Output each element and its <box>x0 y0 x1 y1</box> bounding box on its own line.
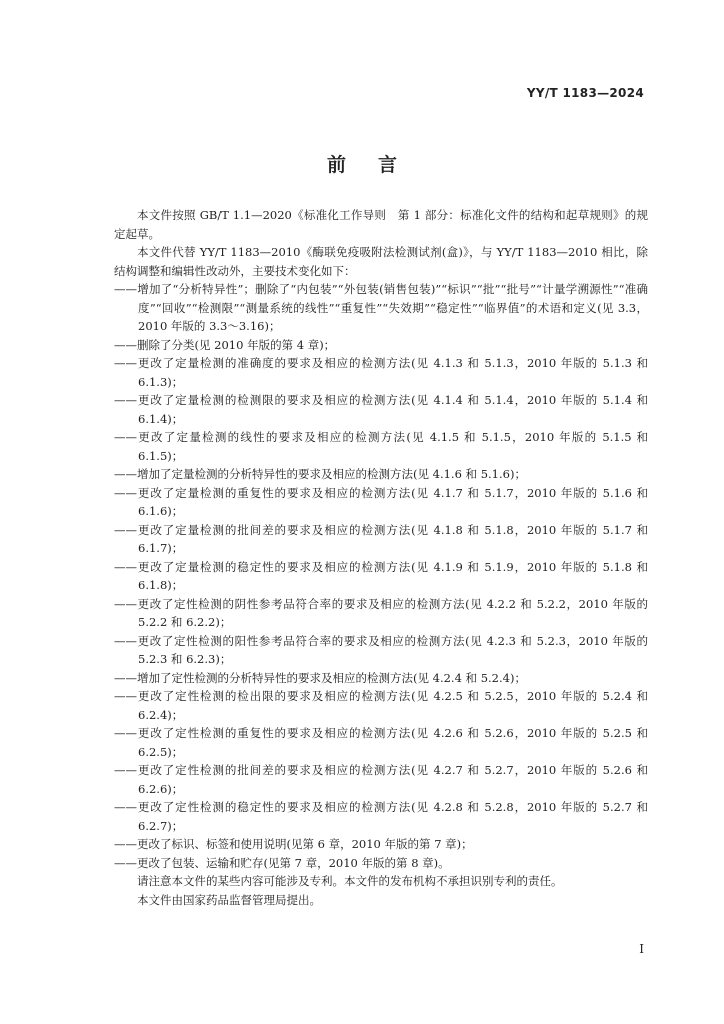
list-item: ——更改了定量检测的线性的要求及相应的检测方法(见 4.1.5 和 5.1.5，2010 年版的 5.1.5 和 6.1.5)； <box>114 430 648 463</box>
list-item: ——更改了标识、标签和使用说明(见第 6 章，2010 年版的第 7 章)； <box>114 837 473 851</box>
list-item: ——删除了分类(见 2010 年版的第 4 章)； <box>114 337 336 352</box>
list-item: ——增加了“分析特异性”；删除了“内包装”“外包装(销售包装)”“标识”“批”“批号”“计量学溯源性”“准确度”“回收”“检测限”“测量系统的线性”“重复性”“失效期”“稳定性”“临界值”的术语和定义(见 3.3，2010 年版的 3.3～3.16)； <box>114 282 648 333</box>
list-item: ——更改了定性检测的阴性参考品符合率的要求及相应的检测方法(见 4.2.2 和 5.2.2，2010 年版的 5.2.2 和 6.2.2)； <box>114 596 648 629</box>
intro-paragraph-drafting-rules: 本文件按照 GB/T 1.1—2020《标准化工作导则 第 1 部分：标准化文件的结构和起草规则》的规定起草。 <box>114 208 648 241</box>
list-item: ——更改了定性检测的检出限的要求及相应的检测方法(见 4.2.5 和 5.2.5，2010 年版的 5.2.4 和 6.2.4)； <box>114 689 648 722</box>
technical-changes-list <box>114 280 648 872</box>
list-item: ——更改了定量检测的检测限的要求及相应的检测方法(见 4.1.4 和 5.1.4，2010 年版的 5.1.4 和 6.1.4)； <box>114 393 648 426</box>
intro-paragraph-replacement: 本文件代替 YY/T 1183—2010《酶联免疫吸附法检测试剂(盒)》，与 YY/T 1183—2010 相比，除结构调整和编辑性改动外，主要技术变化如下： <box>114 245 648 278</box>
patent-notice-paragraph: 请注意本文件的某些内容可能涉及专利。本文件的发布机构不承担识别专利的责任。 <box>137 874 563 888</box>
page-number: I <box>639 942 644 956</box>
list-item: ——增加了定性检测的分析特异性的要求及相应的检测方法(见 4.2.4 和 5.2.4)； <box>114 670 526 685</box>
list-item: ——更改了包装、运输和贮存(见第 7 章，2010 年版的第 8 章)。 <box>114 855 450 870</box>
list-item: ——更改了定量检测的稳定性的要求及相应的检测方法(见 4.1.9 和 5.1.9，2010 年版的 5.1.8 和 6.1.8)； <box>114 559 648 592</box>
page-title: 前言 <box>326 154 429 176</box>
list-item: ——更改了定性检测的稳定性的要求及相应的检测方法(见 4.2.8 和 5.2.8，2010 年版的 5.2.7 和 6.2.7)； <box>114 800 648 833</box>
list-item: ——增加了定量检测的分析特异性的要求及相应的检测方法(见 4.1.6 和 5.1.6)； <box>114 467 526 481</box>
list-item: ——更改了定量检测的准确度的要求及相应的检测方法(见 4.1.3 和 5.1.3，2010 年版的 5.1.3 和 6.1.3)； <box>114 356 648 389</box>
document-body <box>114 206 648 909</box>
list-item: ——更改了定量检测的重复性的要求及相应的检测方法(见 4.1.7 和 5.1.7，2010 年版的 5.1.6 和 6.1.6)； <box>114 485 648 518</box>
proposer-paragraph: 本文件由国家药品监督管理局提出。 <box>137 892 321 907</box>
list-item: ——更改了定性检测的批间差的要求及相应的检测方法(见 4.2.7 和 5.2.7，2010 年版的 5.2.6 和 6.2.6)； <box>114 763 648 796</box>
list-item: ——更改了定性检测的重复性的要求及相应的检测方法(见 4.2.6 和 5.2.6，2010 年版的 5.2.5 和 6.2.5)； <box>114 726 648 759</box>
list-item: ——更改了定性检测的阳性参考品符合率的要求及相应的检测方法(见 4.2.3 和 5.2.3，2010 年版的 5.2.3 和 6.2.3)； <box>114 633 648 666</box>
standard-code: YY/T 1183—2024 <box>526 86 644 100</box>
list-item: ——更改了定量检测的批间差的要求及相应的检测方法(见 4.1.8 和 5.1.8，2010 年版的 5.1.7 和 6.1.7)； <box>114 522 648 555</box>
